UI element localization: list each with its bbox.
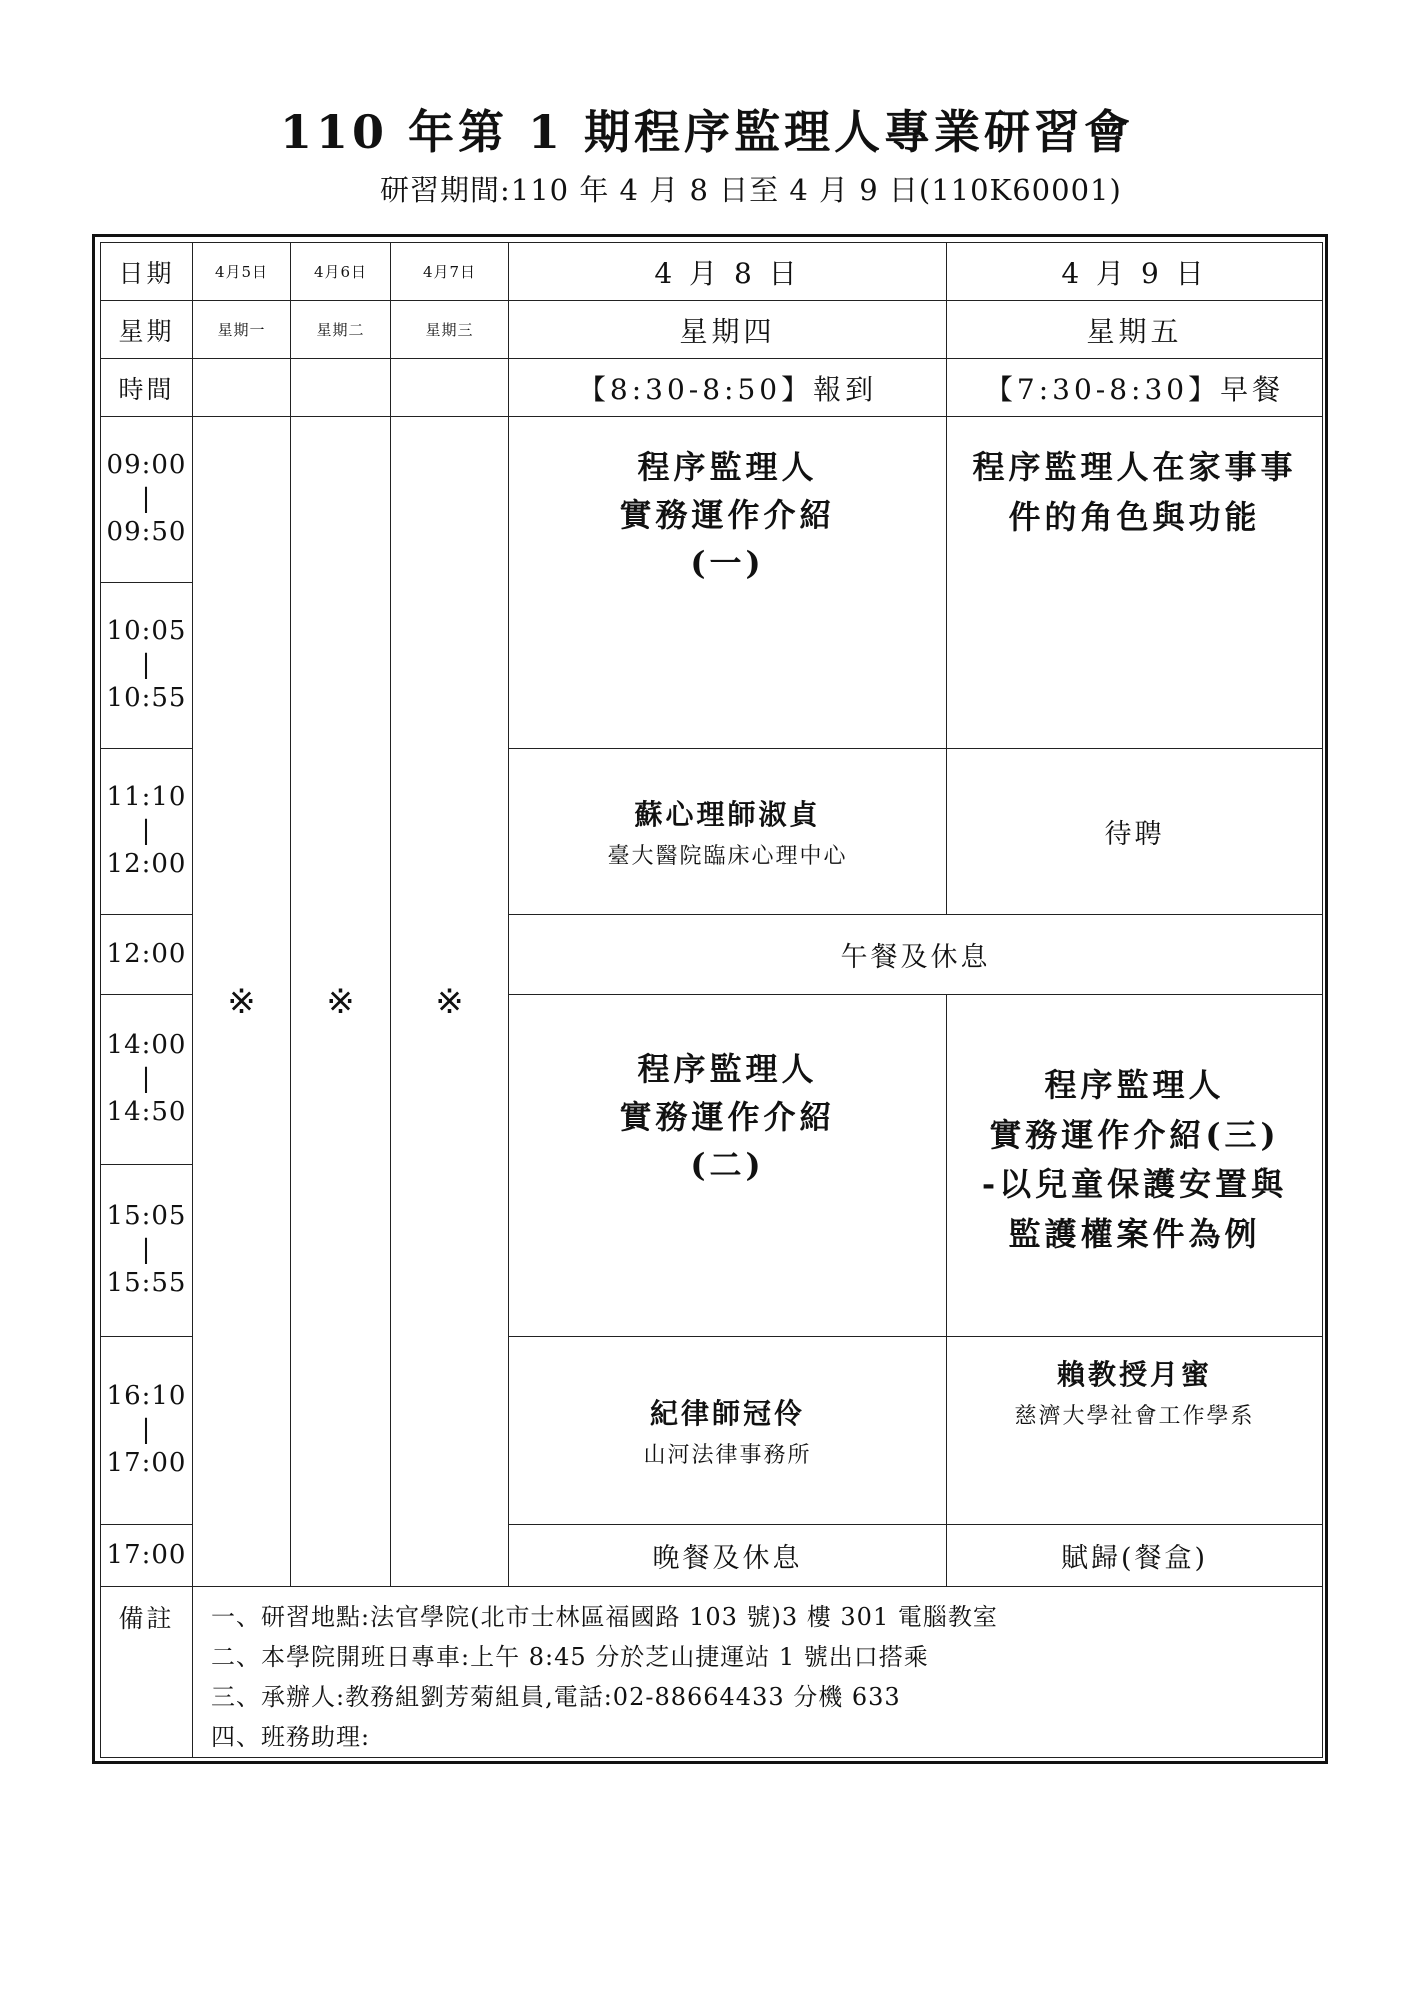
- weekday-wed: 星期三: [391, 301, 509, 359]
- thu-checkin: 【8:30-8:50】報到: [509, 359, 947, 417]
- remark-line-4: 四、班務助理:: [211, 1723, 371, 1751]
- fri-afternoon-speaker-cell: [947, 1337, 1323, 1525]
- fri-morning-topic: 程序監理人在家事事 件的角色與功能: [947, 417, 1323, 749]
- time-slot-evening: 17:00: [101, 1525, 193, 1587]
- weekday-label: 星期: [101, 301, 193, 359]
- tue-closed-mark: ※: [291, 417, 391, 1587]
- date-wed: 4月7日: [391, 243, 509, 301]
- date-fri: 4 月 9 日: [947, 243, 1323, 301]
- lunch-break: 午餐及休息: [509, 915, 1323, 995]
- schedule-table: [100, 242, 1323, 1758]
- fri-breakfast: 【7:30-8:30】早餐: [947, 359, 1323, 417]
- weekday-tue: 星期二: [291, 301, 391, 359]
- mon-closed-mark: ※: [193, 417, 291, 1587]
- date-label: 日期: [101, 243, 193, 301]
- date-mon: 4月5日: [193, 243, 291, 301]
- thu-afternoon-speaker: 紀律師冠伶: [649, 1397, 805, 1430]
- remark-line-2: 二、本學院開班日專車:上午 8:45 分於芝山捷運站 1 號出口搭乘: [211, 1643, 929, 1671]
- fri-afternoon-speaker: 賴教授月蜜: [1056, 1358, 1212, 1391]
- weekday-row: [101, 301, 1323, 359]
- remark-line-3: 三、承辦人:教務組劉芳菊組員,電話:02-88664433 分機 633: [211, 1683, 901, 1711]
- fri-afternoon-topic: 程序監理人 實務運作介紹(三) -以兒童保護安置與 監護權案件為例: [947, 995, 1323, 1337]
- time-slot-6: 15:05 | 15:55: [101, 1165, 193, 1337]
- weekday-thu: 星期四: [509, 301, 947, 359]
- remarks-label: 備註: [101, 1587, 193, 1758]
- thu-evening: 晚餐及休息: [509, 1525, 947, 1587]
- time-slot-2: 10:05 | 10:55: [101, 583, 193, 749]
- time-slot-5: 14:00 | 14:50: [101, 995, 193, 1165]
- time-slot-7: 16:10 | 17:00: [101, 1337, 193, 1525]
- time-slot-1: 09:00 | 09:50: [101, 417, 193, 583]
- fri-morning-speaker: 待聘: [947, 749, 1323, 915]
- time-slot-lunch: 12:00: [101, 915, 193, 995]
- thu-morning-topic: 程序監理人 實務運作介紹 (一): [509, 417, 947, 749]
- wed-closed-mark: ※: [391, 417, 509, 1587]
- date-tue: 4月6日: [291, 243, 391, 301]
- page-title: 110 年第 1 期程序監理人專業研習會: [279, 105, 1135, 159]
- page-subtitle: 研習期間:110 年 4 月 8 日至 4 月 9 日(110K60001): [380, 173, 1122, 207]
- thu-afternoon-speaker-cell: [509, 1337, 947, 1525]
- session-row-1: [101, 417, 1323, 583]
- thu-morning-speaker-cell: [509, 749, 947, 915]
- thu-morning-speaker: 蘇心理師淑貞: [634, 798, 821, 831]
- weekday-mon: 星期一: [193, 301, 291, 359]
- remark-line-1: 一、研習地點:法官學院(北市士林區福國路 103 號)3 樓 301 電腦教室: [211, 1603, 998, 1631]
- time-label: 時間: [101, 359, 193, 417]
- date-row: [101, 243, 1323, 301]
- thu-morning-org: 臺大醫院臨床心理中心: [607, 844, 848, 869]
- thu-afternoon-topic: 程序監理人 實務運作介紹 (二): [509, 995, 947, 1337]
- fri-evening: 賦歸(餐盒): [947, 1525, 1323, 1587]
- time-slot-3: 11:10 | 12:00: [101, 749, 193, 915]
- time-header-row: [101, 359, 1323, 417]
- remarks-row: [101, 1587, 1323, 1758]
- date-thu: 4 月 8 日: [509, 243, 947, 301]
- weekday-fri: 星期五: [947, 301, 1323, 359]
- thu-afternoon-org: 山河法律事務所: [643, 1443, 812, 1468]
- fri-afternoon-org: 慈濟大學社會工作學系: [1014, 1404, 1255, 1429]
- remarks-content: [193, 1587, 1323, 1758]
